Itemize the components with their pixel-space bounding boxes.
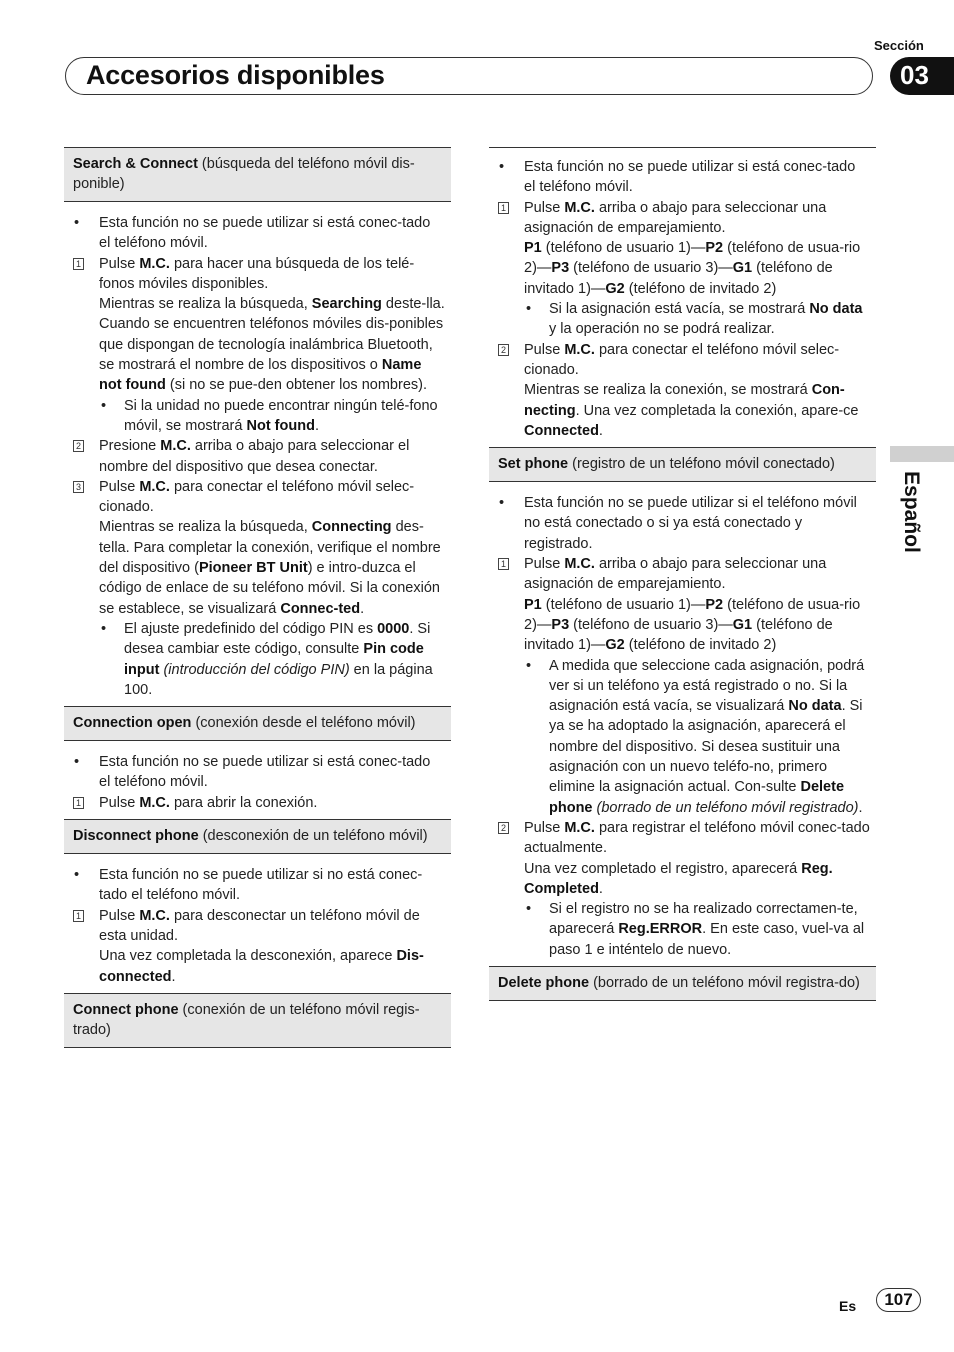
search-step-3-sub: • El ajuste predefinido del código PIN es 0000. Si desea cambiar este código, consulte Pin code input (introducción del código PIN) en la página 100. bbox=[64, 619, 451, 700]
connection-open-note: • Esta función no se puede utilizar si está conec-tado el teléfono móvil. bbox=[64, 752, 451, 793]
delete-phone-header: Delete phone (borrado de un teléfono móvil registra-do) bbox=[489, 966, 876, 1001]
step-number-icon: 1 bbox=[73, 910, 84, 922]
right-column bbox=[489, 147, 876, 1012]
search-note: • Esta función no se puede utilizar si está conec-tado el teléfono móvil. bbox=[64, 213, 451, 254]
left-column bbox=[64, 147, 451, 1059]
connect-phone-header: Connect phone (conexión de un teléfono móvil regis-trado) bbox=[64, 993, 451, 1048]
search-step-3-detail: Mientras se realiza la búsqueda, Connecting des-tella. Para completar la conexión, verifique el nombre del dispositivo (Pioneer BT Unit) e intro-duzca el código de enlace de su teléfono móvil. Si la conexión se establece, se visualizará Connec-ted. bbox=[99, 519, 441, 617]
connection-open-step-1: 1 Pulse M.C. para abrir la conexión. bbox=[64, 793, 451, 813]
step-number-icon: 2 bbox=[498, 344, 509, 356]
page-number: 107 bbox=[876, 1288, 921, 1312]
section-number-badge bbox=[890, 57, 954, 95]
disconnect-phone-header: Disconnect phone (desconexión de un teléfono móvil) bbox=[64, 819, 451, 854]
set-phone-step-2-sub: • Si el registro no se ha realizado correctamen-te, aparecerá Reg.ERROR. En este caso, vuel-va al paso 1 e inténtelo de nuevo. bbox=[489, 899, 876, 960]
set-phone-step-2: 2 Pulse M.C. para registrar el teléfono móvil conec-tado actualmente. bbox=[489, 818, 876, 859]
disconnect-step-1: 1 Pulse M.C. para desconectar un teléfono móvil de esta unidad. bbox=[64, 906, 451, 947]
search-connect-header: Search & Connect (búsqueda del teléfono móvil dis-ponible) bbox=[64, 147, 451, 202]
language-tab bbox=[895, 466, 925, 556]
step-number-icon: 1 bbox=[498, 202, 509, 214]
section-label: Sección bbox=[874, 38, 924, 53]
section-number: 03 bbox=[900, 60, 929, 90]
connect-phone-step-2-detail: Mientras se realiza la conexión, se mostrará Con-necting. Una vez completada la conexión, apare-ce Connected. bbox=[524, 382, 859, 439]
search-step-3: 3 Pulse M.C. para conectar el teléfono móvil selec-cionado. bbox=[64, 477, 451, 518]
column-top-rule bbox=[489, 147, 876, 157]
disconnect-note: • Esta función no se puede utilizar si no está conec-tado el teléfono móvil. bbox=[64, 865, 451, 906]
search-step-1: 1 Pulse M.C. para hacer una búsqueda de los telé-fonos móviles disponibles. bbox=[64, 254, 451, 295]
language-label: Español bbox=[900, 471, 923, 553]
connect-phone-step-1-sub: • Si la asignación está vacía, se mostrará No data y la operación no se podrá realizar. bbox=[489, 299, 876, 340]
step-number-icon: 1 bbox=[73, 797, 84, 809]
step-number-icon: 1 bbox=[498, 558, 509, 570]
search-step-2: 2 Presione M.C. arriba o abajo para seleccionar el nombre del dispositivo que desea conectar. bbox=[64, 436, 451, 477]
disconnect-step-1-detail: Una vez completada la desconexión, aparece Dis-connected. bbox=[99, 948, 424, 985]
step-number-icon: 2 bbox=[73, 440, 84, 452]
language-tab-marker bbox=[890, 446, 954, 462]
connection-open-header: Connection open (conexión desde el teléfono móvil) bbox=[64, 706, 451, 741]
search-step-1-sub: • Si la unidad no puede encontrar ningún telé-fono móvil, se mostrará Not found. bbox=[64, 396, 451, 437]
page-title: Accesorios disponibles bbox=[86, 60, 385, 90]
connect-phone-assignments: P1 (teléfono de usuario 1)—P2 (teléfono de usua-rio 2)—P3 (teléfono de usuario 3)—G1 (teléfono de invitado 1)—G2 (teléfono de invitado 2) bbox=[524, 240, 861, 297]
step-number-icon: 2 bbox=[498, 822, 509, 834]
connect-phone-note: • Esta función no se puede utilizar si está conec-tado el teléfono móvil. bbox=[489, 157, 876, 198]
set-phone-step-1: 1 Pulse M.C. arriba o abajo para seleccionar una asignación de emparejamiento. bbox=[489, 554, 876, 595]
step-number-icon: 3 bbox=[73, 481, 84, 493]
set-phone-header: Set phone (registro de un teléfono móvil conectado) bbox=[489, 447, 876, 482]
footer-language-code: Es bbox=[839, 1298, 857, 1314]
set-phone-step-2-detail: Una vez completado el registro, aparecerá Reg. Completed. bbox=[524, 860, 833, 897]
step-number-icon: 1 bbox=[73, 258, 84, 270]
connect-phone-step-2: 2 Pulse M.C. para conectar el teléfono móvil selec-cionado. bbox=[489, 340, 876, 381]
set-phone-assignments: P1 (teléfono de usuario 1)—P2 (teléfono de usua-rio 2)—P3 (teléfono de usuario 3)—G1 (teléfono de invitado 1)—G2 (teléfono de invitado 2) bbox=[524, 596, 861, 654]
page-title-bar bbox=[65, 57, 873, 95]
connect-phone-step-1: 1 Pulse M.C. arriba o abajo para seleccionar una asignación de emparejamiento. bbox=[489, 198, 876, 239]
search-step-1-detail: Mientras se realiza la búsqueda, Searching deste-lla. Cuando se encuentren teléfonos móviles dis-ponibles que dispongan de tecnología inalámbrica Bluetooth, se mostrará el nombre de los dispositivos o Name not found (si no se pue-den obtener los nombres). bbox=[99, 296, 445, 394]
set-phone-note: • Esta función no se puede utilizar si el teléfono móvil no está conectado o si ya está conectado y registrado. bbox=[489, 493, 876, 554]
set-phone-step-1-sub: • A medida que seleccione cada asignación, podrá ver si un teléfono ya está registrado o no. Si la asignación está vacía, se visualizará No data. Si ya se ha adoptado la asignación, aparecerá el nombre del dispositivo. Si desea sustituir una asignación con un nuevo teléfo-no, primero elimine la asignación actual. Con-sulte Delete phone (borrado de un teléfono móvil registrado). bbox=[489, 656, 876, 818]
